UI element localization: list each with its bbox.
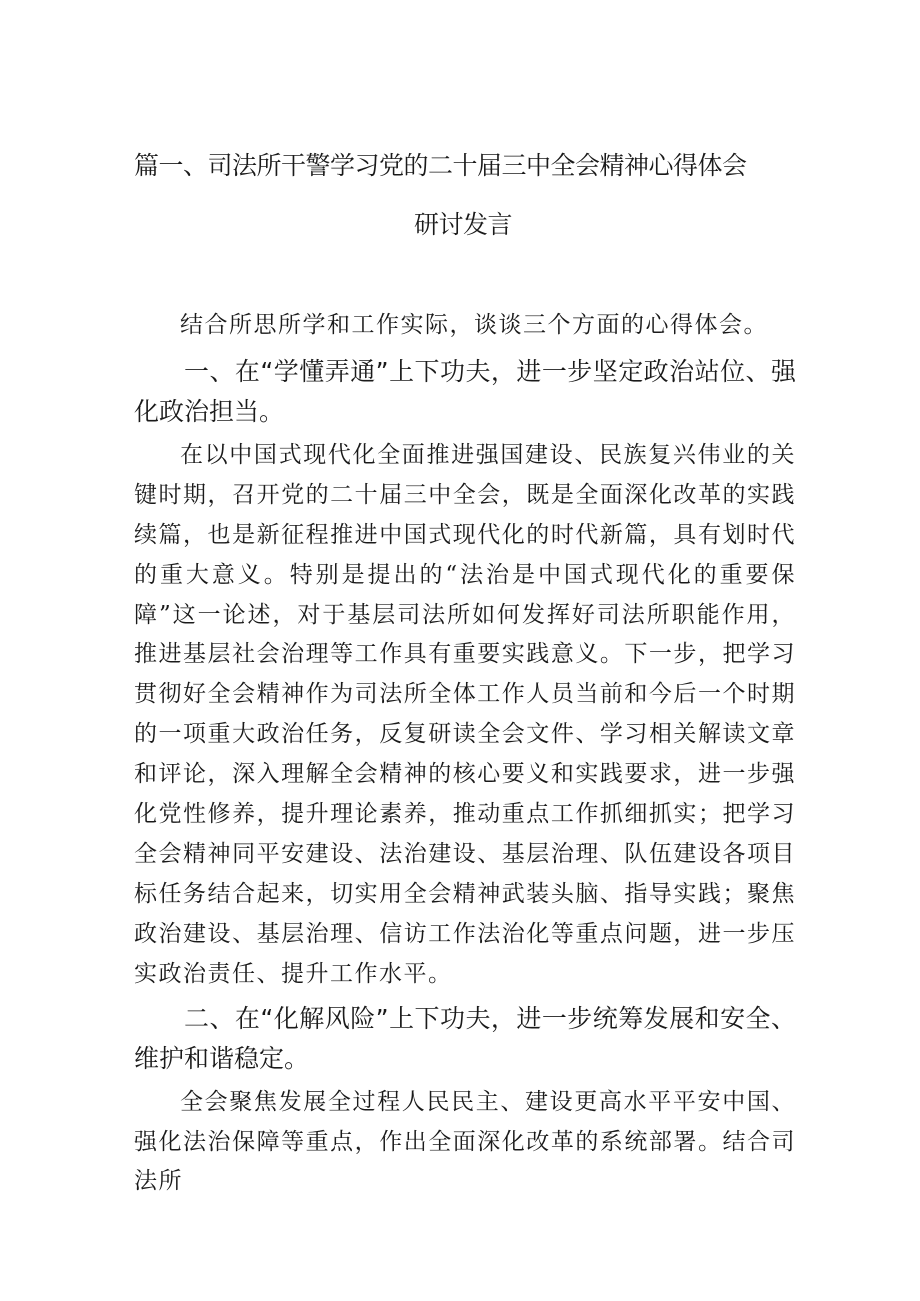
document-title-line-2: 研讨发言 xyxy=(414,210,513,239)
section-one-paragraph: 在以中国式现代化全面推进强国建设、民族复兴伟业的关键时期，召开党的二十届三中全会，既是全面深化改革的实践续篇，也是新征程推进中国式现代化的时代新篇，具有划时代的重大意义。特别是提出的“法治是中国式现代化的重要保障”这一论述，对于基层司法所如何发挥好司法所职能作用，推进基层社会治理等工作具有重要实践意义。下一步，把学习贯彻好全会精神作为司法所全体工作人员当前和今后一个时期的一项重大政治任务，反复研读全会文件、学习相关解读文章和评论，深入理解全会精神的核心要义和实践要求，进一步强化党性修养，提升理论素养，推动重点工作抓细抓实；把学习全会精神同平安建设、法治建设、基层治理、队伍建设各项目标任务结合起来，切实用全会精神武装头脑、指导实践；聚焦政治建设、基层治理、信访工作法治化等重点问题，进一步压实政治责任、提升工作水平。 xyxy=(134,441,796,987)
document-body xyxy=(134,306,796,1202)
document-title-line-1: 篇一、司法所干警学习党的二十届三中全会精神心得体会 xyxy=(134,151,747,180)
intro-paragraph: 结合所思所学和工作实际，谈谈三个方面的心得体会。 xyxy=(180,312,768,338)
section-heading-one: 一、在“学懂弄通”上下功夫，进一步坚定政治站位、强化政治担当。 xyxy=(134,356,796,426)
section-heading-two: 二、在“化解风险”上下功夫，进一步统筹发展和安全、维护和谐稳定。 xyxy=(134,1003,796,1073)
section-two-paragraph: 全会聚焦发展全过程人民民主、建设更高水平平安中国、强化法治保障等重点，作出全面深化改革的系统部署。结合司法所 xyxy=(134,1088,796,1195)
